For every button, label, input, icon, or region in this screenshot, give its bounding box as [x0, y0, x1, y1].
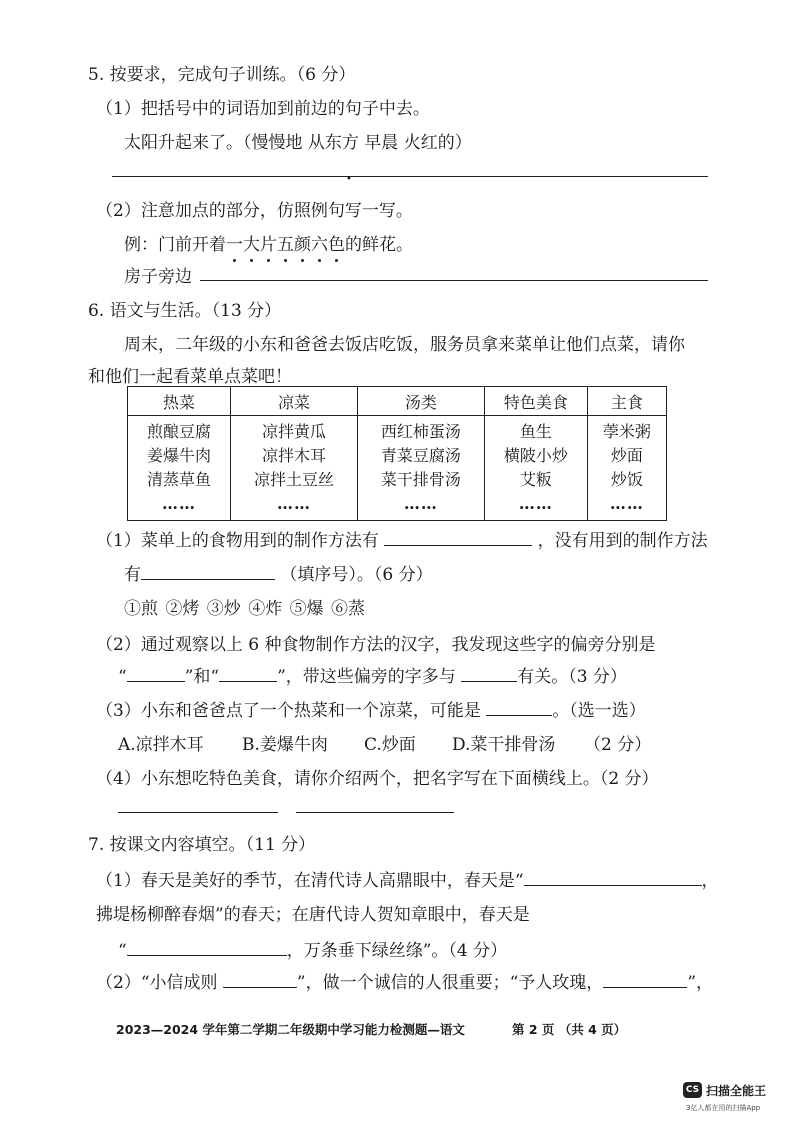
q7-s2-prefix: （2）“小信成则	[96, 973, 218, 993]
q6-s1-options: ①煎 ②烤 ③炒 ④炸 ⑤爆 ⑥蒸	[124, 599, 366, 619]
q6-s1-text-a: （1）菜单上的食物用到的制作方法有	[96, 531, 379, 551]
q5-example-suffix: 的鲜花。	[345, 235, 413, 255]
q6-s3-choice-a[interactable]: A.凉拌木耳	[118, 735, 204, 755]
menu-item: 青菜豆腐汤	[380, 446, 461, 465]
menu-item: 凉拌木耳	[261, 446, 326, 465]
q7-s1-blank-1[interactable]	[524, 869, 702, 886]
scanner-logo-icon: CS	[683, 1082, 702, 1098]
menu-item-ellipsis: ……	[276, 494, 311, 513]
menu-item: 炒饭	[610, 470, 643, 489]
q7-s2-blank-2[interactable]	[603, 971, 687, 988]
q6-intro-line1: 周末，二年级的小东和爸爸去饭店吃饭，服务员拿来菜单让他们点菜，请你	[124, 335, 685, 355]
q7-s1-prefix: （1）春天是美好的季节，在清代诗人高鼎眼中，春天是“	[96, 871, 524, 891]
menu-item: 横陂小炒	[503, 446, 568, 465]
q6-s2-and: ”和“	[184, 667, 220, 687]
q7-s1-line2: 拂堤杨柳醉春烟”的春天；在唐代诗人贺知章眼中，春天是	[96, 905, 530, 925]
watermark-tagline: 3亿人都在用的扫描App	[686, 1104, 761, 1112]
q6-s2-blank-radical-1[interactable]	[127, 665, 185, 682]
q5-answer-line-1[interactable]	[112, 176, 708, 177]
q5-example-dotted-char: 六	[311, 230, 328, 255]
q6-s2-blank-related[interactable]	[461, 665, 517, 682]
menu-item-ellipsis: ……	[609, 494, 644, 513]
q7-s2-blank-1[interactable]	[223, 971, 297, 988]
q6-s1-blank-unused[interactable]	[141, 563, 275, 580]
q5-example-dotted-char: 大	[243, 230, 260, 255]
q6-s3-suffix: 。（选一选）	[552, 701, 646, 721]
q6-s3-choice-d[interactable]: D.菜干排骨汤	[452, 735, 556, 755]
q6-s2-blank-radical-2[interactable]	[219, 665, 277, 682]
q5-title: 5. 按要求，完成句子训练。（6 分）	[88, 65, 356, 85]
menu-body-row	[128, 416, 667, 521]
menu-item: 荸米粥	[602, 422, 651, 441]
menu-item: 煎酿豆腐	[147, 422, 212, 441]
menu-item: 清蒸草鱼	[147, 470, 212, 489]
q5-fill-label: 房子旁边	[124, 267, 192, 287]
q6-s3-prefix: （3）小东和爸爸点了一个热菜和一个凉菜，可能是	[96, 701, 481, 721]
menu-item-ellipsis: ……	[162, 494, 196, 513]
menu-header-row	[128, 387, 667, 416]
q6-s3-choice-c[interactable]: C.炒面	[364, 735, 416, 755]
q6-s2-line1: （2）通过观察以上 6 种食物制作方法的汉字，我发现这些字的偏旁分别是	[96, 635, 656, 655]
q5-example-dotted-char: 颜	[294, 230, 311, 255]
q7-s1-line1	[96, 866, 719, 891]
q6-s3-line1	[96, 696, 646, 721]
q6-s3-choice-b[interactable]: B.姜爆牛肉	[242, 735, 328, 755]
menu-col-staple	[587, 416, 666, 521]
menu-table	[127, 386, 667, 521]
footer-page-number: 第 2 页 （共 4 页）	[512, 1022, 627, 1037]
watermark-app-name: 扫描全能王	[706, 1084, 767, 1098]
q5-example-dotted-char: 一	[226, 230, 243, 255]
menu-item: 炒面	[610, 446, 643, 465]
q5-example	[124, 230, 413, 255]
q6-s2-mid: ”，带这些偏旁的字多与	[277, 667, 456, 687]
stray-dot: •	[346, 174, 352, 185]
menu-item: 凉拌土豆丝	[253, 470, 334, 489]
q5-example-dotted-char: 色	[328, 230, 345, 255]
q6-s1-suffix: （填序号）。（6 分）	[280, 565, 433, 585]
q6-s2-open-quote: “	[118, 667, 127, 687]
q6-s3-score: （2 分）	[584, 735, 652, 755]
q7-s1-blank-2[interactable]	[127, 939, 287, 956]
q6-s4-answer-1[interactable]	[118, 812, 278, 813]
q6-s2-end: 有关。（3 分）	[517, 667, 627, 687]
footer-title: 2023—2024 学年第二学期二年级期中学习能力检测题—语文	[116, 1022, 465, 1037]
menu-header-specialty: 特色美食	[484, 387, 587, 416]
q6-s4-answer-2[interactable]	[296, 812, 454, 813]
menu-header-hot: 热菜	[128, 387, 231, 416]
q5-part1-sentence: 太阳升起来了。（慢慢地 从东方 早晨 火红的）	[124, 133, 472, 153]
q6-s4: （4）小东想吃特色美食，请你介绍两个，把名字写在下面横线上。（2 分）	[96, 769, 659, 789]
q7-s1-line3	[118, 936, 507, 961]
q6-s2-line2	[118, 662, 627, 687]
menu-col-soup	[357, 416, 484, 521]
menu-col-cold	[231, 416, 358, 521]
menu-item: 姜爆牛肉	[147, 446, 212, 465]
q5-example-prefix: 例：门前开着	[124, 235, 226, 255]
q6-title: 6. 语文与生活。（13 分）	[88, 301, 282, 321]
q6-s1-blank-used[interactable]	[384, 529, 532, 546]
q7-s2-mid: ”，做一个诚信的人很重要；“予人玫瑰，	[296, 973, 604, 993]
q7-s1-open-quote: “	[118, 941, 127, 961]
q6-s3-blank[interactable]	[486, 699, 552, 716]
menu-item: 鱼生	[519, 422, 552, 441]
q6-s1-line2	[124, 560, 433, 585]
q5-example-dotted-char: 片	[260, 230, 277, 255]
menu-col-hot	[128, 416, 231, 521]
menu-header-cold: 凉菜	[231, 387, 358, 416]
q5-part2: （2）注意加点的部分，仿照例句写一写。	[96, 201, 413, 221]
menu-item: 凉拌黄瓜	[261, 422, 326, 441]
menu-item: 西红柿蛋汤	[380, 422, 461, 441]
q7-s1-suffix: ，	[701, 871, 719, 891]
menu-item: 菜干排骨汤	[380, 470, 461, 489]
q6-s1-line1	[96, 526, 708, 551]
q6-intro-line2: 和他们一起看菜单点菜吧！	[88, 367, 292, 387]
menu-item-ellipsis: ……	[518, 494, 553, 513]
q6-s1-prefix: 有	[124, 565, 141, 585]
q5-example-dotted-char: 五	[277, 230, 294, 255]
q7-title: 7. 按课文内容填空。（11 分）	[88, 835, 316, 855]
q7-s2-end: ”，	[687, 973, 714, 993]
q7-s1-line3-suffix: ，万条垂下绿丝绦”。（4 分）	[286, 941, 508, 961]
menu-col-specialty	[484, 416, 587, 521]
q6-s1-text-b: ，没有用到的制作方法	[537, 531, 708, 551]
menu-item-ellipsis: ……	[403, 494, 438, 513]
q5-answer-line-2[interactable]	[200, 280, 708, 281]
menu-header-staple: 主食	[587, 387, 666, 416]
q5-example-dotted-phrase	[226, 235, 345, 255]
menu-header-soup: 汤类	[357, 387, 484, 416]
q5-part1: （1）把括号中的词语加到前边的句子中去。	[96, 99, 430, 119]
q7-s2-line	[96, 968, 713, 993]
menu-item: 艾粄	[519, 470, 552, 489]
